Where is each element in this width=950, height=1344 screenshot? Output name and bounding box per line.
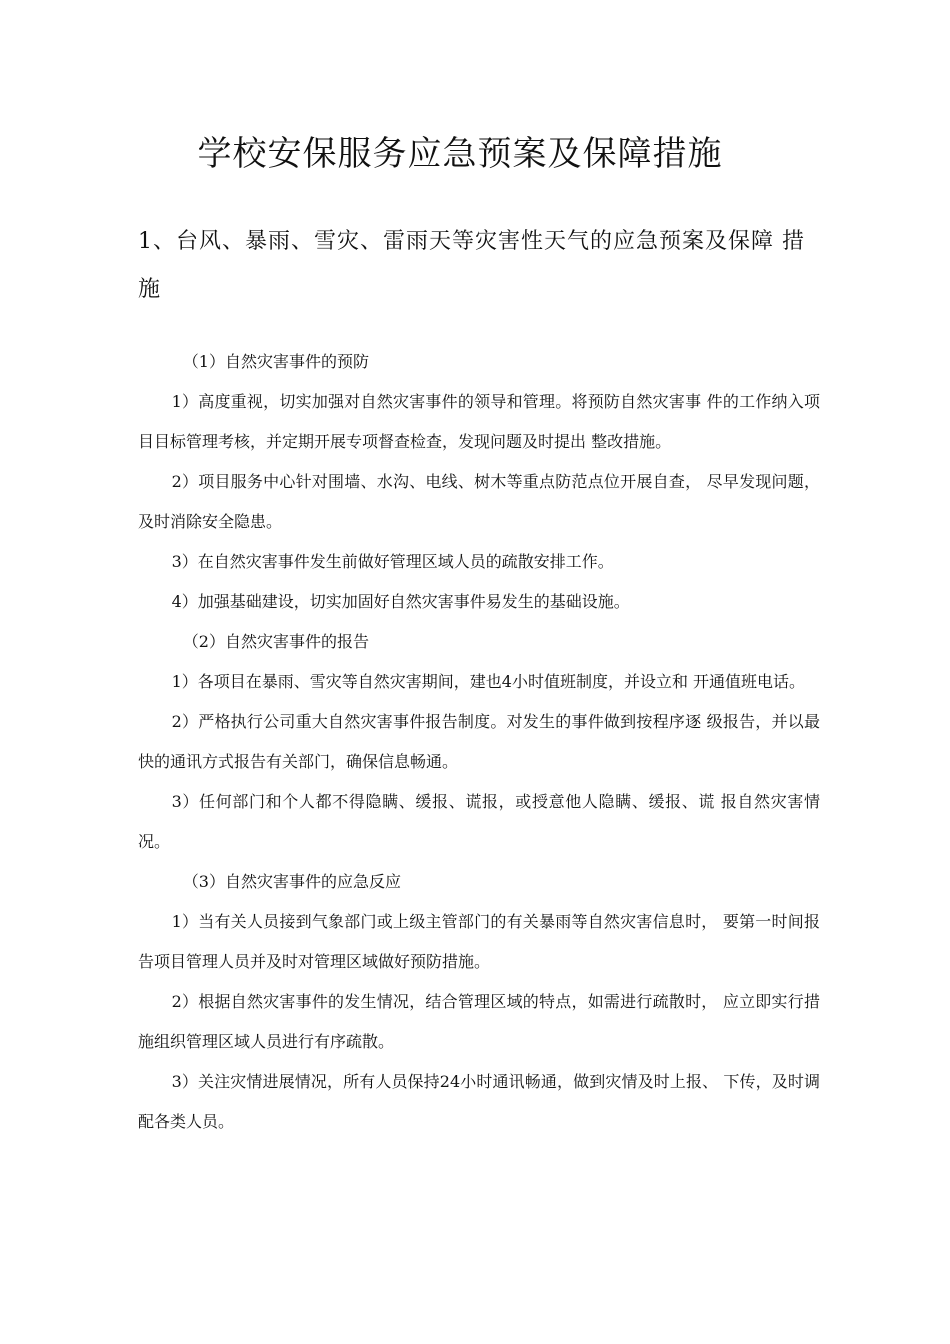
subsection-heading: （2）自然灾害事件的报告 bbox=[182, 632, 369, 651]
subsection-heading: （1）自然灾害事件的预防 bbox=[182, 352, 369, 371]
paragraph: 3）关注灾情进展情况，所有人员保持24小时通讯畅通，做到灾情及时上报、 下传，及时调配各类人员。 bbox=[138, 1072, 820, 1131]
paragraph: 3）在自然灾害事件发生前做好管理区域人员的疏散安排工作。 bbox=[171, 552, 614, 571]
paragraph: 2）根据自然灾害事件的发生情况，结合管理区域的特点，如需进行疏散时， 应立即实行措施组织管理区域人员进行有序疏散。 bbox=[138, 992, 820, 1051]
document-title: 学校安保服务应急预案及保障措施 bbox=[197, 134, 723, 174]
paragraph: 2）严格执行公司重大自然灾害事件报告制度。对发生的事件做到按程序逐 级报告，并以最快的通讯方式报告有关部门，确保信息畅通。 bbox=[138, 712, 820, 771]
paragraph: 3）任何部门和个人都不得隐瞒、缓报、谎报，或授意他人隐瞒、缓报、谎 报自然灾害情况。 bbox=[138, 792, 820, 851]
paragraph: 1）当有关人员接到气象部门或上级主管部门的有关暴雨等自然灾害信息时， 要第一时间报告项目管理人员并及时对管理区域做好预防措施。 bbox=[138, 912, 820, 971]
paragraph: 1）各项目在暴雨、雪灾等自然灾害期间，建也4小时值班制度，并设立和 开通值班电话。 bbox=[171, 672, 806, 691]
paragraph: 1）高度重视，切实加强对自然灾害事件的领导和管理。将预防自然灾害事 件的工作纳入项目目标管理考核，并定期开展专项督查检查，发现问题及时提出 整改措施。 bbox=[138, 392, 820, 451]
paragraph: 2）项目服务中心针对围墙、水沟、电线、树木等重点防范点位开展自查， 尽早发现问题，及时消除安全隐患。 bbox=[138, 472, 820, 531]
document-body bbox=[138, 342, 820, 1142]
section-heading: 1、台风、暴雨、雪灾、雷雨天等灾害性天气的应急预案及保障 措施 bbox=[138, 229, 805, 302]
paragraph: 4）加强基础建设，切实加固好自然灾害事件易发生的基础设施。 bbox=[171, 592, 630, 611]
subsection-heading: （3）自然灾害事件的应急反应 bbox=[182, 872, 401, 891]
